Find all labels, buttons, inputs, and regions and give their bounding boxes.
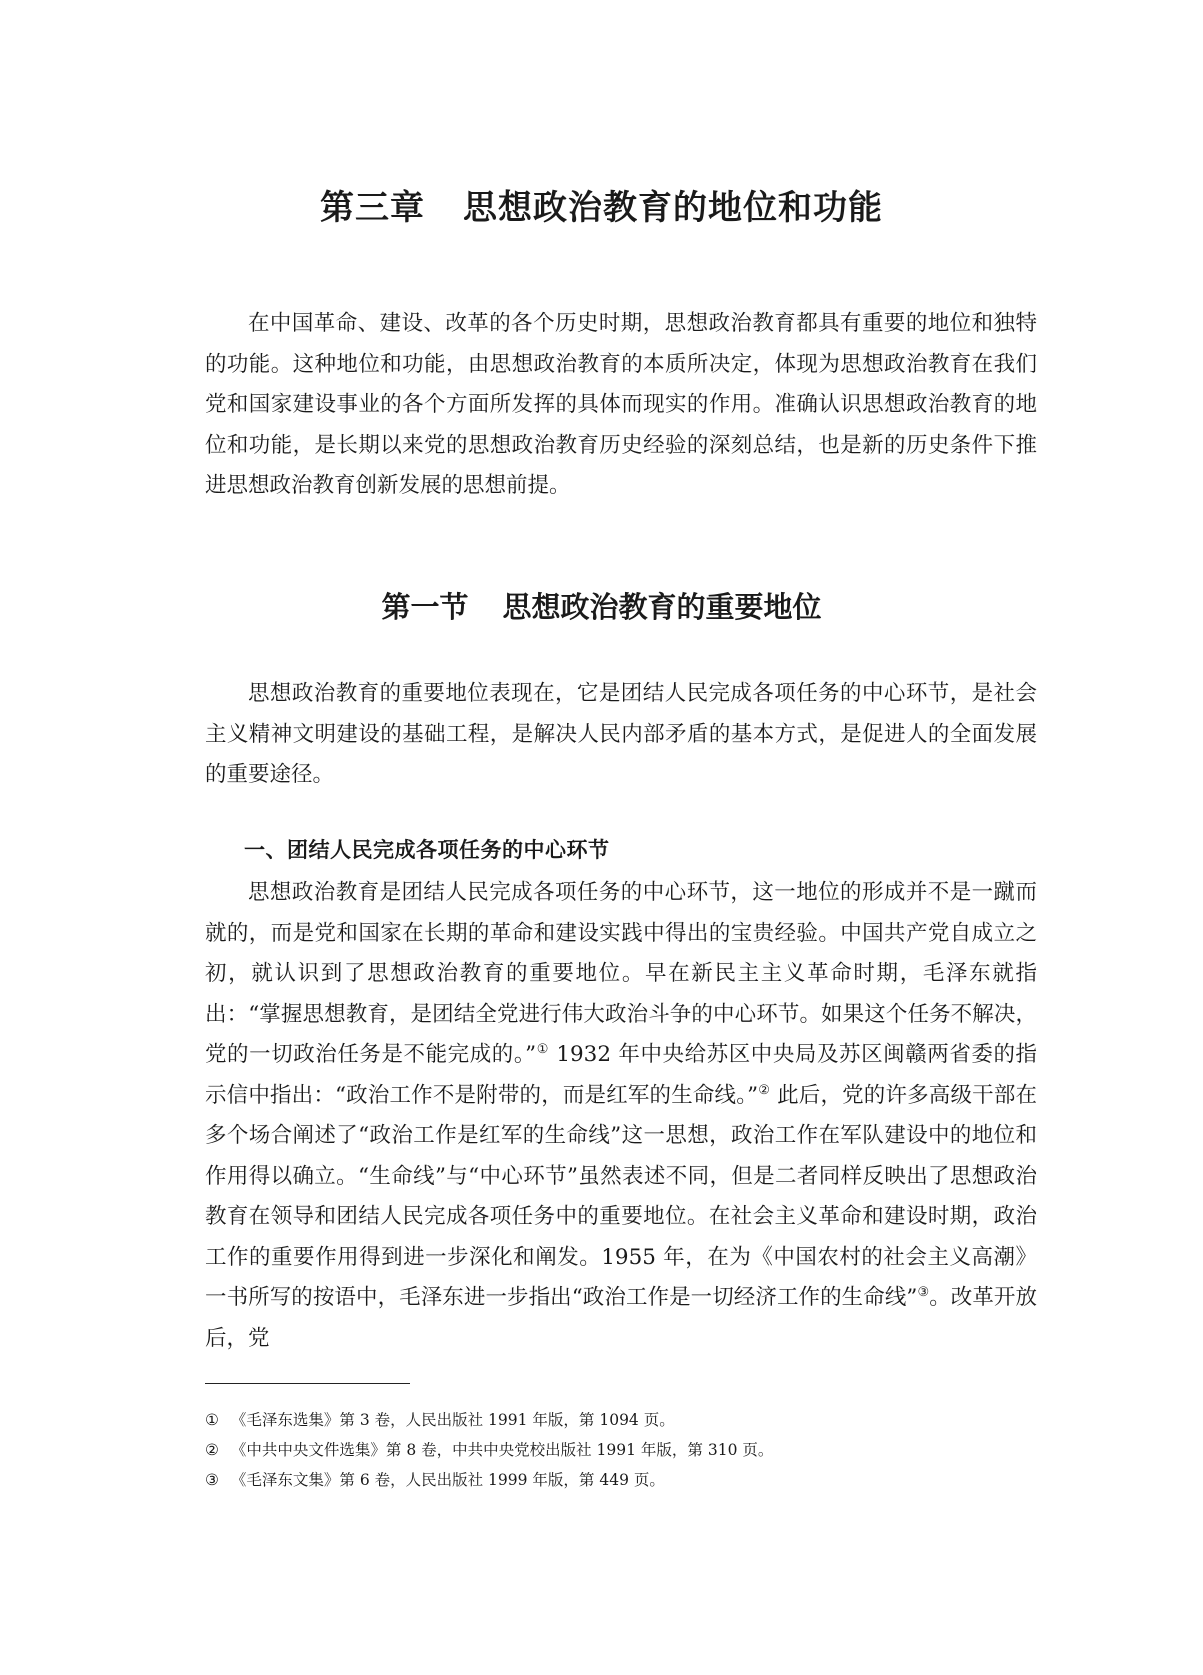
- subsection-heading: 一、团结人民完成各项任务的中心环节: [244, 838, 610, 862]
- section-title: [0, 585, 1203, 626]
- footnote-3-mark: ③: [205, 1471, 219, 1489]
- footnote-1-text: 《毛泽东选集》第 3 卷，人民出版社 1991 年版，第 1094 页。: [230, 1411, 675, 1429]
- chapter-title-text: 思想政治教育的地位和功能: [463, 188, 883, 228]
- footnote-ref-1[interactable]: ①: [536, 1042, 549, 1057]
- chapter-intro: [205, 304, 1037, 507]
- footnote-1-mark: ①: [205, 1411, 219, 1429]
- footnote-ref-2[interactable]: ②: [758, 1082, 771, 1098]
- footnote-ref-3[interactable]: ③: [917, 1285, 930, 1300]
- body-paragraph: [205, 873, 1037, 1359]
- footnotes: [205, 1405, 1037, 1495]
- chapter-intro-paragraph: 在中国革命、建设、改革的各个历史时期，思想政治教育都具有重要的地位和独特的功能。这种地位和功能，由思想政治教育的本质所决定，体现为思想政治教育在我们党和国家建设事业的各个方面所发挥的具体而现实的作用。准确认识思想政治教育的地位和功能，是长期以来党的思想政治教育历史经验的深刻总结，也是新的历史条件下推进思想政治教育创新发展的思想前提。: [205, 311, 1037, 498]
- section-intro-paragraph: 思想政治教育的重要地位表现在，它是团结人民完成各项任务的中心环节，是社会主义精神文明建设的基础工程，是解决人民内部矛盾的基本方式，是促进人的全面发展的重要途径。: [205, 681, 1037, 787]
- section-title-text: 思想政治教育的重要地位: [502, 590, 822, 624]
- footnote-divider: [205, 1383, 410, 1384]
- subsection-body: [205, 873, 1037, 1359]
- body-text-part-4: 。改革开放后，党: [205, 1285, 1037, 1351]
- footnote-3: [205, 1465, 1037, 1495]
- footnote-2-mark: ②: [205, 1441, 219, 1459]
- footnote-1: [205, 1405, 1037, 1435]
- section-number: 第一节: [381, 590, 469, 624]
- footnote-2: [205, 1435, 1037, 1465]
- footnote-2-text: 《中共中央文件选集》第 8 卷，中共中央党校出版社 1991 年版，第 310 页。: [230, 1441, 774, 1459]
- footnote-3-text: 《毛泽东文集》第 6 卷，人民出版社 1999 年版，第 449 页。: [230, 1471, 665, 1489]
- chapter-number: 第三章: [320, 188, 425, 228]
- body-text-part-1: 思想政治教育是团结人民完成各项任务的中心环节，这一地位的形成并不是一蹴而就的，而是党和国家在长期的革命和建设实践中得出的宝贵经验。中国共产党自成立之初，就认识到了思想政治教育的重要地位。早在新民主主义革命时期，毛泽东就指出：“掌握思想教育，是团结全党进行伟大政治斗争的中心环节。如果这个任务不解决，党的一切政治任务是不能完成的。”: [205, 880, 1037, 1067]
- body-text-part-2: 1932 年中央给苏区中央局及苏区闽赣两省委的指示信中指出：“政治工作不是附带的，而是红军的生命线。”: [205, 1042, 1037, 1108]
- body-text-part-3: 此后，党的许多高级干部在多个场合阐述了“政治工作是红军的生命线”这一思想，政治工作在军队建设中的地位和作用得以确立。“生命线”与“中心环节”虽然表述不同，但是二者同样反映出了思想政治教育在领导和团结人民完成各项任务中的重要地位。在社会主义革命和建设时期，政治工作的重要作用得到进一步深化和阐发。1955 年，在为《中国农村的社会主义高潮》一书所写的按语中，毛泽东进一步指出“政治工作是一切经济工作的生命线”: [205, 1082, 1037, 1310]
- chapter-title: [0, 180, 1203, 229]
- section-intro: [205, 674, 1037, 796]
